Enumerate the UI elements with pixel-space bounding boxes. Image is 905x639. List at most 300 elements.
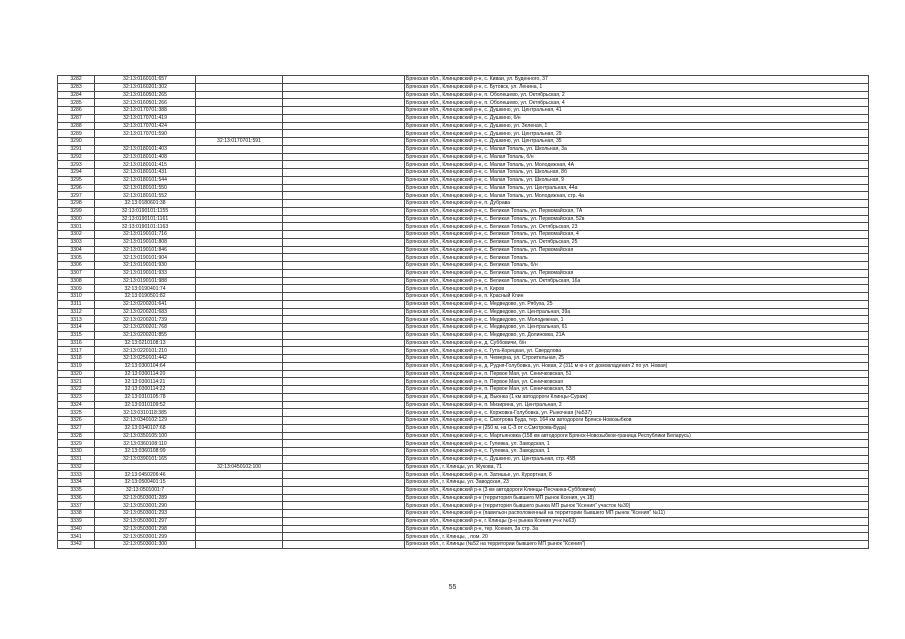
- table-row: [58, 184, 869, 192]
- empty-cell: [283, 285, 405, 293]
- table-row: [58, 200, 869, 208]
- empty-cell: [283, 207, 405, 215]
- cadastral-number-alt-cell: 32:13:0170701:591: [196, 138, 283, 146]
- empty-cell: [283, 324, 405, 332]
- table-row: [58, 525, 869, 533]
- address-cell: Брянская обл., Клинцовский р-н (павильон расположенный на территории бывшего МП рынок "Ксения" №11): [405, 510, 869, 518]
- cadastral-number-alt-cell: [196, 130, 283, 138]
- table-row: [58, 207, 869, 215]
- table-row: [58, 362, 869, 370]
- cadastral-number-cell: 32:13:0180601:38: [95, 200, 196, 208]
- address-cell: Брянская обл., Клинцовский р-н, с. Великая Топаль, ул. Первомайская, 52в: [405, 215, 869, 223]
- cadastral-number-alt-cell: [196, 525, 283, 533]
- address-cell: Брянская обл., Клинцовский р-н, п. Мизирина, ул. Центральная, 2: [405, 401, 869, 409]
- address-cell: Брянская обл., Клинцовский р-н, с. Малая Топаль, ул. Молодежная, стр. 4а: [405, 192, 869, 200]
- cadastral-number-cell: 32:13:0503001:290: [95, 502, 196, 510]
- table-row: [58, 347, 869, 355]
- table-row: [58, 277, 869, 285]
- row-number-cell: 3314: [58, 324, 95, 332]
- cadastral-number-cell: 32:13:0503001:298: [95, 525, 196, 533]
- empty-cell: [283, 200, 405, 208]
- address-cell: Брянская обл., Клинцовский р-н, с. Гулевка, ул. Заводская, 1: [405, 440, 869, 448]
- cadastral-number-cell: 32:13:0450206:46: [95, 471, 196, 479]
- row-number-cell: 3342: [58, 541, 95, 549]
- row-number-cell: 3332: [58, 463, 95, 471]
- empty-cell: [283, 262, 405, 270]
- cadastral-number-alt-cell: [196, 533, 283, 541]
- row-number-cell: 3311: [58, 300, 95, 308]
- cadastral-number-alt-cell: [196, 76, 283, 84]
- address-cell: Брянская обл., Клинцовский р-н, п. Первое Мая, ул. Сеничковская, 51: [405, 370, 869, 378]
- row-number-cell: 3330: [58, 448, 95, 456]
- cadastral-number-alt-cell: [196, 541, 283, 549]
- row-number-cell: 3321: [58, 378, 95, 386]
- empty-cell: [283, 169, 405, 177]
- table-row: [58, 122, 869, 130]
- row-number-cell: 3318: [58, 355, 95, 363]
- address-cell: Брянская обл., Клинцовский р-н, с. Великая Топаль, ул. Первомайская, 7А: [405, 207, 869, 215]
- cadastral-number-alt-cell: [196, 510, 283, 518]
- address-cell: Брянская обл., Клинцовский р-н, с. Малая Топаль, ул. Школьная, 3а: [405, 145, 869, 153]
- table-row: [58, 401, 869, 409]
- cadastral-number-cell: 32:13:0170701:419: [95, 114, 196, 122]
- cadastral-number-alt-cell: [196, 277, 283, 285]
- empty-cell: [283, 161, 405, 169]
- empty-cell: [283, 269, 405, 277]
- empty-cell: [283, 339, 405, 347]
- address-cell: Брянская обл., Клинцовский р-н, с. Великая Топаль, ул. Октябрьская, 25: [405, 238, 869, 246]
- address-cell: Брянская обл., Клинцовский р-н, п. Оболешево, ул. Октябрьская, 2: [405, 91, 869, 99]
- empty-cell: [283, 83, 405, 91]
- empty-cell: [283, 417, 405, 425]
- cadastral-number-alt-cell: [196, 331, 283, 339]
- empty-cell: [283, 355, 405, 363]
- cadastral-number-cell: 32:13:0500401:15: [95, 479, 196, 487]
- table-row: [58, 231, 869, 239]
- cadastral-number-alt-cell: [196, 432, 283, 440]
- row-number-cell: 3300: [58, 215, 95, 223]
- row-number-cell: 3325: [58, 409, 95, 417]
- row-number-cell: 3287: [58, 114, 95, 122]
- empty-cell: [283, 517, 405, 525]
- cadastral-number-cell: 32:13:0503001:297: [95, 517, 196, 525]
- address-cell: Брянская обл., Клинцовский р-н, п. Дубрава: [405, 200, 869, 208]
- cadastral-number-alt-cell: [196, 409, 283, 417]
- empty-cell: [283, 401, 405, 409]
- empty-cell: [283, 293, 405, 301]
- cadastral-number-alt-cell: [196, 316, 283, 324]
- address-cell: Брянская обл., г. Клинцы, , пом. 20: [405, 533, 869, 541]
- table-row: [58, 324, 869, 332]
- cadastral-number-cell: 32:13:0340107:68: [95, 424, 196, 432]
- cadastral-number-alt-cell: [196, 145, 283, 153]
- row-number-cell: 3282: [58, 76, 95, 84]
- row-number-cell: 3292: [58, 153, 95, 161]
- address-cell: Брянская обл., Клинцовский р-н, тер. Ксения, 3а стр. 3а: [405, 525, 869, 533]
- row-number-cell: 3286: [58, 107, 95, 115]
- table-row: [58, 91, 869, 99]
- cadastral-number-alt-cell: [196, 107, 283, 115]
- row-number-cell: 3339: [58, 517, 95, 525]
- address-cell: Брянская обл., Клинцовский р-н, п. Первое Мая, ул. Сеничковская, 53: [405, 386, 869, 394]
- cadastral-number-alt-cell: [196, 339, 283, 347]
- address-cell: Брянская обл., Клинцовский р-н, п. Красный Клин: [405, 293, 869, 301]
- address-cell: Брянская обл., Клинцовский р-н, с. Малая Топаль, ул. Молодежная, 4А: [405, 161, 869, 169]
- empty-cell: [283, 347, 405, 355]
- table-row: [58, 471, 869, 479]
- table-row: [58, 99, 869, 107]
- row-number-cell: 3289: [58, 130, 95, 138]
- empty-cell: [283, 331, 405, 339]
- row-number-cell: 3327: [58, 424, 95, 432]
- row-number-cell: 3326: [58, 417, 95, 425]
- address-cell: Брянская обл., Клинцовский р-н, с. Медведово, ул. Центральная, 39а: [405, 308, 869, 316]
- empty-cell: [283, 409, 405, 417]
- address-cell: Брянская обл., Клинцовский р-н, п. Первое Мая, ул. Сеничковская: [405, 378, 869, 386]
- empty-cell: [283, 300, 405, 308]
- address-cell: Брянская обл., Клинцовский р-н (территория бывшего МП рынок Ксения, уч.18): [405, 494, 869, 502]
- table-row: [58, 300, 869, 308]
- address-cell: Брянская обл., Клинцовский р-н, п. Затишье, ул. Курортная, 8: [405, 471, 869, 479]
- cadastral-number-alt-cell: [196, 362, 283, 370]
- cadastral-number-alt-cell: [196, 231, 283, 239]
- table-row: [58, 486, 869, 494]
- table-row: [58, 339, 869, 347]
- address-cell: Брянская обл., Клинцовский р-н, с. Гулевка, ул. Заводская, 1: [405, 448, 869, 456]
- address-cell: Брянская обл., Клинцовский р-н, с. Душкино, ул. Центральная, 35: [405, 138, 869, 146]
- address-cell: Брянская обл., Клинцовский р-н, с. Малая Топаль, ул. Центральная, 44а: [405, 184, 869, 192]
- table-row: [58, 285, 869, 293]
- address-cell: Брянская обл., Клинцовский р-н (3 км автодороги Клинцы-Песчанка-Суббовичи): [405, 486, 869, 494]
- empty-cell: [283, 541, 405, 549]
- table-row: [58, 494, 869, 502]
- cadastral-number-cell: 32:13:0300114:20: [95, 370, 196, 378]
- cadastral-number-alt-cell: [196, 91, 283, 99]
- empty-cell: [283, 138, 405, 146]
- cadastral-number-cell: 32:13:0300104:64: [95, 362, 196, 370]
- table-row: [58, 293, 869, 301]
- table-row: [58, 107, 869, 115]
- row-number-cell: 3317: [58, 347, 95, 355]
- address-cell: Брянская обл., Клинцовский р-н, с. Медведово, ул. Рябуха, 25: [405, 300, 869, 308]
- address-cell: Брянская обл., Клинцовский р-н, с. Медведово, ул. Центральная, 61: [405, 324, 869, 332]
- cadastral-number-cell: 32:13:0190101:930: [95, 262, 196, 270]
- row-number-cell: 3324: [58, 401, 95, 409]
- address-cell: Брянская обл., Клинцовский р-н (территория бывшего рынка МП рынок "Ксения" участок №30): [405, 502, 869, 510]
- address-cell: Брянская обл., Клинцовский р-н, с. Великая Топаль: [405, 254, 869, 262]
- address-cell: Брянская обл., Клинцовский р-н, с. Коржовка-Голубовка, ул. Рыночная (№537): [405, 409, 869, 417]
- address-cell: Брянская обл., Клинцовский р-н, с. Бутовск, ул. Ленина, 1: [405, 83, 869, 91]
- row-number-cell: 3315: [58, 331, 95, 339]
- cadastral-number-alt-cell: [196, 517, 283, 525]
- empty-cell: [283, 502, 405, 510]
- cadastral-number-cell: 32:13:0360108:99: [95, 448, 196, 456]
- table-row: [58, 463, 869, 471]
- row-number-cell: 3323: [58, 393, 95, 401]
- cadastral-number-cell: 32:13:0200201:683: [95, 308, 196, 316]
- row-number-cell: 3313: [58, 316, 95, 324]
- row-number-cell: 3283: [58, 83, 95, 91]
- cadastral-number-cell: 32:13:0350105:100: [95, 432, 196, 440]
- cadastral-number-alt-cell: [196, 308, 283, 316]
- empty-cell: [283, 122, 405, 130]
- cadastral-number-alt-cell: [196, 83, 283, 91]
- row-number-cell: 3294: [58, 169, 95, 177]
- empty-cell: [283, 386, 405, 394]
- cadastral-number-alt-cell: [196, 99, 283, 107]
- empty-cell: [283, 223, 405, 231]
- row-number-cell: 3291: [58, 145, 95, 153]
- cadastral-number-alt-cell: [196, 440, 283, 448]
- cadastral-number-alt-cell: [196, 122, 283, 130]
- cadastral-number-cell: 32:13:0200201:768: [95, 324, 196, 332]
- row-number-cell: 3340: [58, 525, 95, 533]
- table-row: [58, 517, 869, 525]
- cadastral-number-cell: 32:13:0170701:590: [95, 130, 196, 138]
- cadastral-number-alt-cell: [196, 370, 283, 378]
- table-row: [58, 448, 869, 456]
- row-number-cell: 3316: [58, 339, 95, 347]
- cadastral-number-cell: 32:13:0200201:641: [95, 300, 196, 308]
- table-row: [58, 355, 869, 363]
- cadastral-number-cell: 32:13:0210108:13: [95, 339, 196, 347]
- table-row: [58, 440, 869, 448]
- table-row: [58, 246, 869, 254]
- cadastral-number-cell: 32:13:0190401:74: [95, 285, 196, 293]
- empty-cell: [283, 215, 405, 223]
- cadastral-number-alt-cell: [196, 486, 283, 494]
- cadastral-number-cell: 32:13:0180101:550: [95, 184, 196, 192]
- row-number-cell: 3288: [58, 122, 95, 130]
- empty-cell: [283, 176, 405, 184]
- empty-cell: [283, 277, 405, 285]
- row-number-cell: 3322: [58, 386, 95, 394]
- address-cell: Брянская обл., Клинцовский р-н, с. Малая Топаль, ул. Школьная, 8б: [405, 169, 869, 177]
- address-cell: Брянская обл., Клинцовский р-н, п. Киров: [405, 285, 869, 293]
- empty-cell: [283, 494, 405, 502]
- address-cell: Брянская обл., Клинцовский р-н, с. Мартьяновка (158 км автодороги Брянск-Новозыбков-граница Республики Беларусь): [405, 432, 869, 440]
- empty-cell: [283, 238, 405, 246]
- cadastral-number-cell: 32:13:0180101:415: [95, 161, 196, 169]
- row-number-cell: 3305: [58, 254, 95, 262]
- row-number-cell: 3320: [58, 370, 95, 378]
- cadastral-number-alt-cell: [196, 424, 283, 432]
- empty-cell: [283, 184, 405, 192]
- empty-cell: [283, 246, 405, 254]
- row-number-cell: 3328: [58, 432, 95, 440]
- row-number-cell: 3285: [58, 99, 95, 107]
- row-number-cell: 3297: [58, 192, 95, 200]
- cadastral-number-alt-cell: [196, 153, 283, 161]
- empty-cell: [283, 362, 405, 370]
- row-number-cell: 3336: [58, 494, 95, 502]
- empty-cell: [283, 316, 405, 324]
- cadastral-number-cell: 32:13:0190101:846: [95, 246, 196, 254]
- table-row: [58, 138, 869, 146]
- address-cell: Брянская обл., Клинцовский р-н, с. Душкино, ул. Зеленая, 1: [405, 122, 869, 130]
- cadastral-number-alt-cell: [196, 324, 283, 332]
- row-number-cell: 3335: [58, 486, 95, 494]
- table-row: [58, 308, 869, 316]
- cadastral-number-cell: 32:13:0310105:78: [95, 393, 196, 401]
- cadastral-number-alt-cell: [196, 207, 283, 215]
- row-number-cell: 3301: [58, 223, 95, 231]
- row-number-cell: 3331: [58, 455, 95, 463]
- empty-cell: [283, 114, 405, 122]
- empty-cell: [283, 510, 405, 518]
- cadastral-number-alt-cell: [196, 262, 283, 270]
- cadastral-number-alt-cell: [196, 238, 283, 246]
- page-number: 55: [448, 584, 457, 591]
- empty-cell: [283, 393, 405, 401]
- address-cell: Брянская обл., Клинцовский р-н, с. Великая Топаль, ул. Октябрьская, 16а: [405, 277, 869, 285]
- row-number-cell: 3293: [58, 161, 95, 169]
- cadastral-number-cell: 32:13:0190101:988: [95, 277, 196, 285]
- table-row: [58, 215, 869, 223]
- cadastral-number-cell: 32:13:0190101:1163: [95, 223, 196, 231]
- cadastral-number-cell: 32:13:0180101:408: [95, 153, 196, 161]
- cadastral-number-cell: 32:13:0190101:933: [95, 269, 196, 277]
- cadastral-number-alt-cell: [196, 215, 283, 223]
- table-row: [58, 238, 869, 246]
- cadastral-number-alt-cell: [196, 417, 283, 425]
- cadastral-number-cell: 32:13:0310109:52: [95, 401, 196, 409]
- cadastral-number-alt-cell: [196, 401, 283, 409]
- cadastral-number-cell: 32:13:0200201:739: [95, 316, 196, 324]
- address-cell: Брянская обл., Клинцовский р-н, с. Великая Топаль, ул. Октябрьская, 23: [405, 223, 869, 231]
- row-number-cell: 3298: [58, 200, 95, 208]
- address-cell: Брянская обл., Клинцовский р-н, с. Медведово, ул. Молодежная, 1: [405, 316, 869, 324]
- empty-cell: [283, 130, 405, 138]
- table-row: [58, 479, 869, 487]
- row-number-cell: 3295: [58, 176, 95, 184]
- cadastral-number-cell: 32:13:0190101:1155: [95, 207, 196, 215]
- empty-cell: [283, 378, 405, 386]
- cadastral-number-cell: 32:13:0360108:110: [95, 440, 196, 448]
- cadastral-number-alt-cell: [196, 223, 283, 231]
- table-row: [58, 223, 869, 231]
- address-cell: Брянская обл., Клинцовский р-н, г. Клинцы (р-н рынка Ксения уч-к №63): [405, 517, 869, 525]
- empty-cell: [283, 440, 405, 448]
- cadastral-number-alt-cell: [196, 269, 283, 277]
- address-cell: Брянская обл., Клинцовский р-н, с. Великая Топаль, ул. Первомайская: [405, 246, 869, 254]
- empty-cell: [283, 153, 405, 161]
- empty-cell: [283, 471, 405, 479]
- table-row: [58, 432, 869, 440]
- address-cell: Брянская обл., Клинцовский р-н (250 м. на С-З от с.Смотрова-Буда): [405, 424, 869, 432]
- address-cell: Брянская обл., Клинцовский р-н, с. Великая Топаль, б/н: [405, 262, 869, 270]
- table-row: [58, 161, 869, 169]
- empty-cell: [283, 254, 405, 262]
- table-row: [58, 424, 869, 432]
- register-sheet: [57, 75, 868, 549]
- cadastral-number-cell: 32:13:0300114:22: [95, 386, 196, 394]
- cadastral-number-alt-cell: [196, 176, 283, 184]
- address-cell: Брянская обл., Клинцовский р-н, с. Киваи, ул. Буденного, 37: [405, 76, 869, 84]
- cadastral-number-alt-cell: [196, 169, 283, 177]
- address-cell: Брянская обл., Клинцовский р-н, п. Чемерна, ул. Строительная, 25: [405, 355, 869, 363]
- address-cell: Брянская обл., Клинцовский р-н, п. Оболешево, ул. Октябрьская, 4: [405, 99, 869, 107]
- address-cell: Брянская обл., Клинцовский р-н, д. Суббовичи, б/н: [405, 339, 869, 347]
- cadastral-number-alt-cell: [196, 471, 283, 479]
- empty-cell: [283, 91, 405, 99]
- cadastral-number-alt-cell: [196, 184, 283, 192]
- row-number-cell: 3306: [58, 262, 95, 270]
- table-row: [58, 541, 869, 549]
- empty-cell: [283, 448, 405, 456]
- cadastral-number-cell: 32:13:0170701:424: [95, 122, 196, 130]
- table-row: [58, 393, 869, 401]
- table-row: [58, 262, 869, 270]
- row-number-cell: 3299: [58, 207, 95, 215]
- empty-cell: [283, 463, 405, 471]
- cadastral-number-cell: 32:13:0190101:904: [95, 254, 196, 262]
- address-cell: Брянская обл., Клинцовский р-н, с. Душкино, б/н: [405, 114, 869, 122]
- table-row: [58, 269, 869, 277]
- cadastral-number-cell: 32:13:0190101:808: [95, 238, 196, 246]
- row-number-cell: 3307: [58, 269, 95, 277]
- cadastral-number-cell: 32:13:0503001:289: [95, 494, 196, 502]
- cadastral-number-alt-cell: [196, 494, 283, 502]
- cadastral-number-cell: 32:13:0160201:302: [95, 83, 196, 91]
- cadastral-number-alt-cell: [196, 502, 283, 510]
- cadastral-number-cell: 32:13:0503001:293: [95, 510, 196, 518]
- table-row: [58, 378, 869, 386]
- cadastral-number-alt-cell: 32:13:0450102:100: [196, 463, 283, 471]
- empty-cell: [283, 479, 405, 487]
- cadastral-number-cell: 32:13:0300114:21: [95, 378, 196, 386]
- cadastral-number-cell: 32:13:0503001:300: [95, 541, 196, 549]
- empty-cell: [283, 107, 405, 115]
- empty-cell: [283, 525, 405, 533]
- table-row: [58, 316, 869, 324]
- table-row: [58, 502, 869, 510]
- address-cell: Брянская обл., Клинцовский р-н, с. Медведово, ул. Долиновка, 21А: [405, 331, 869, 339]
- cadastral-number-alt-cell: [196, 114, 283, 122]
- cadastral-number-cell: 32:13:0190501:82: [95, 293, 196, 301]
- table-row: [58, 130, 869, 138]
- empty-cell: [283, 370, 405, 378]
- row-number-cell: 3296: [58, 184, 95, 192]
- cadastral-number-alt-cell: [196, 192, 283, 200]
- cadastral-number-alt-cell: [196, 378, 283, 386]
- table-row: [58, 169, 869, 177]
- cadastral-number-alt-cell: [196, 246, 283, 254]
- row-number-cell: 3303: [58, 238, 95, 246]
- table-row: [58, 510, 869, 518]
- cadastral-number-alt-cell: [196, 161, 283, 169]
- row-number-cell: 3337: [58, 502, 95, 510]
- cadastral-number-cell: [95, 138, 196, 146]
- row-number-cell: 3308: [58, 277, 95, 285]
- cadastral-number-cell: 32:13:0220101:210: [95, 347, 196, 355]
- empty-cell: [283, 76, 405, 84]
- cadastral-number-cell: 32:13:0200201:855: [95, 331, 196, 339]
- cadastral-number-alt-cell: [196, 455, 283, 463]
- cadastral-number-cell: 32:13:0503001:299: [95, 533, 196, 541]
- row-number-cell: 3304: [58, 246, 95, 254]
- cadastral-number-alt-cell: [196, 393, 283, 401]
- row-number-cell: 3309: [58, 285, 95, 293]
- table-row: [58, 76, 869, 84]
- empty-cell: [283, 432, 405, 440]
- empty-cell: [283, 486, 405, 494]
- empty-cell: [283, 99, 405, 107]
- address-cell: Брянская обл., Клинцовский р-н, с. Гута-Корецкая, ул. Свердлова: [405, 347, 869, 355]
- table-row: [58, 153, 869, 161]
- cadastral-number-cell: 32:13:0180101:403: [95, 145, 196, 153]
- table-row: [58, 176, 869, 184]
